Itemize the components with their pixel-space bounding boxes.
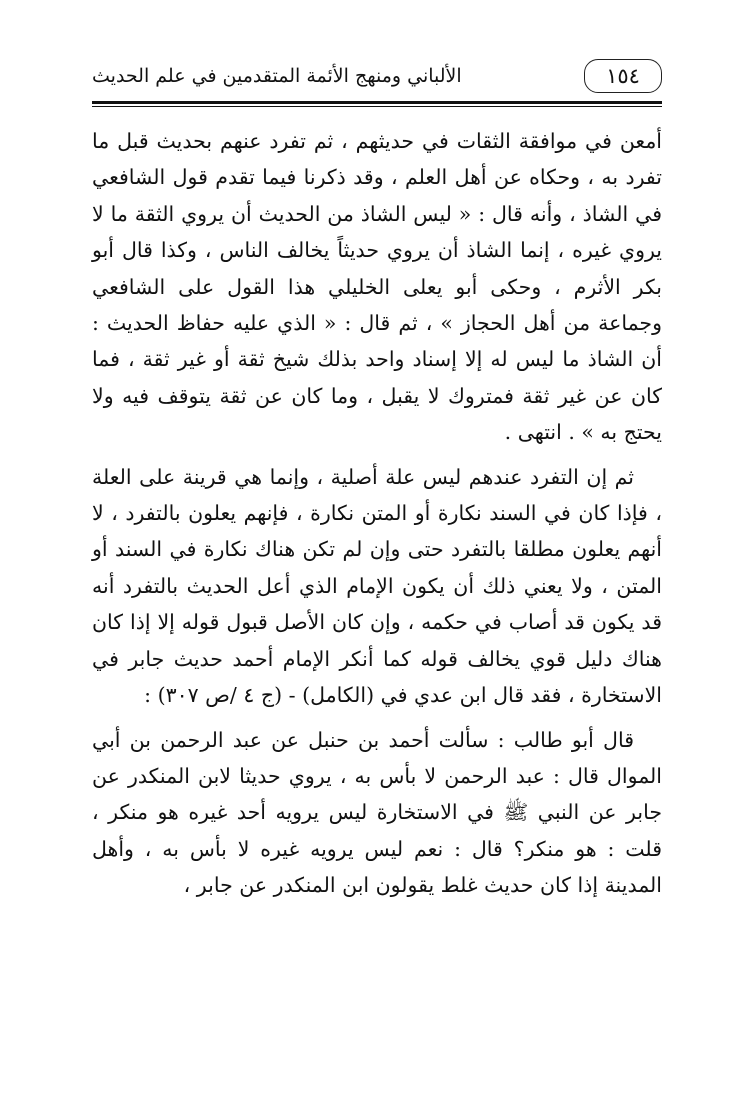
paragraph-2: ثم إن التفرد عندهم ليس علة أصلية ، وإنما هي قرينة على العلة ، فإذا كان في السند نكارة أو المتن نكارة ، فإنهم يعلون بالتفرد ، لا أنهم يعلون مطلقا بالتفرد حتى وإن لم تكن هناك نكارة في السند أو المتن ، ولا يعني ذلك أن يكون الإمام الذي أعل الحديث بالتفرد أنه قد يكون قد أصاب في حكمه ، وإن كان الأصل قبول قوله إلا إذا كان هناك دليل قوي يخالف قوله كما أنكر الإمام أحمد حديث جابر في الاستخارة ، فقد قال ابن عدي في (الكامل) - (ج ٤ /ص ٣٠٧) : bbox=[92, 464, 662, 708]
page-header bbox=[92, 55, 662, 99]
body-text bbox=[92, 123, 662, 904]
header-rule-thick bbox=[92, 101, 662, 104]
page-number: ١٥٤ bbox=[584, 59, 662, 93]
header-rule-thin bbox=[92, 106, 662, 107]
running-title: الألباني ومنهج الأئمة المتقدمين في علم الحديث bbox=[92, 65, 462, 87]
paragraph-1: أمعن في موافقة الثقات في حديثهم ، ثم تفرد عنهم بحديث قبل ما تفرد به ، وحكاه عن أهل العلم ، وقد ذكرنا فيما تقدم قول الشافعي في الشاذ ، وأنه قال : « ليس الشاذ من الحديث أن يروي الثقة ما لا يروي غيره ، إنما الشاذ أن يروي حديثاً يخالف الناس ، وكذا قال أبو بكر الأثرم ، وحكى أبو يعلى الخليلي هذا القول على الشافعي وجماعة من أهل الحجاز » ، ثم قال : « الذي عليه حفاظ الحديث : أن الشاذ ما ليس له إلا إسناد واحد بذلك شيخ ثقة أو غير ثقة ، فما كان عن غير ثقة فمتروك لا يقبل ، وما كان عن ثقة يتوقف فيه ولا يحتج به » . انتهى . bbox=[92, 129, 663, 445]
paragraph-3: قال أبو طالب : سألت أحمد بن حنبل عن عبد الرحمن بن أبي الموال قال : عبد الرحمن لا بأس به ، يروي حديثا لابن المنكدر عن جابر عن النبي ﷺ في الاستخارة ليس يرويه أحد غيره هو منكر ، قلت : هو منكر؟ قال : نعم ليس يرويه غيره لا بأس به ، وأهل المدينة إذا كان حديث غلط يقولون ابن المنكدر عن جابر ، bbox=[92, 727, 662, 898]
